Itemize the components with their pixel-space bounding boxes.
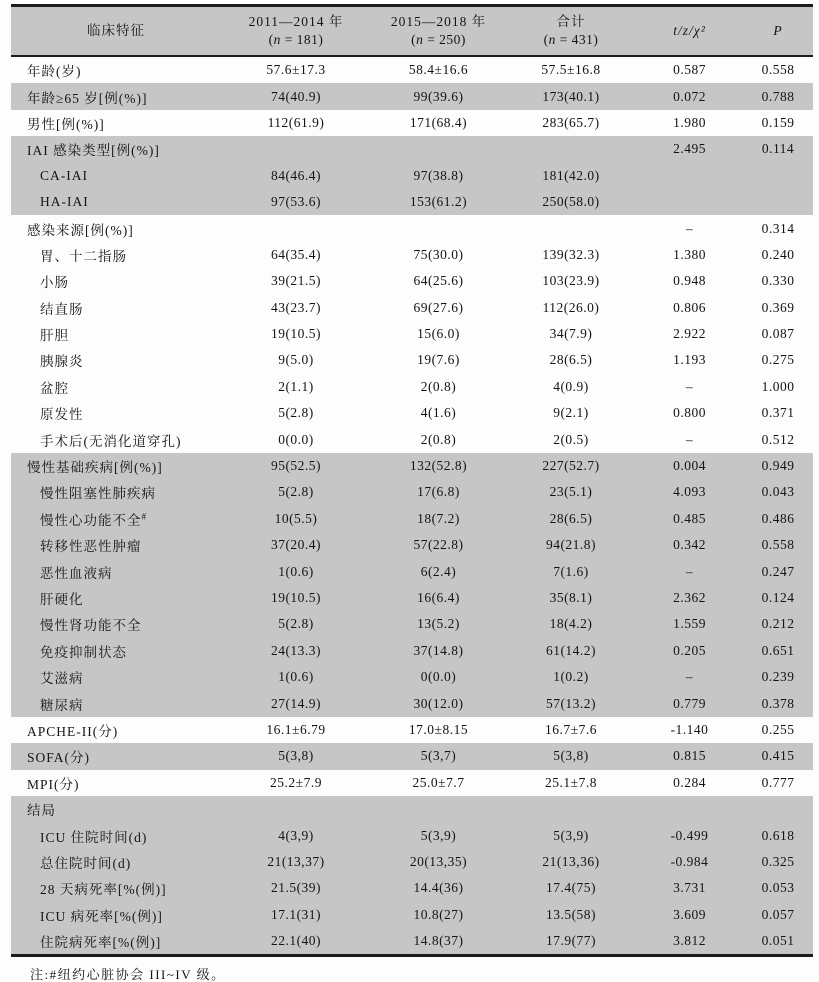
table-row xyxy=(11,242,813,268)
row-label: 慢性心功能不全# xyxy=(40,511,147,528)
table-row xyxy=(11,743,813,769)
cell-pvalue: 0.314 xyxy=(761,220,795,236)
cell-statistic: – xyxy=(685,563,694,579)
cell-total: 28(6.5) xyxy=(549,510,593,526)
row-label: 转移性恶性肿瘤 xyxy=(40,539,142,555)
table-row xyxy=(11,796,813,822)
cell-2011-2014: 1(0.6) xyxy=(278,669,314,685)
cell-2015-2018: 2(0.8) xyxy=(420,378,457,394)
cell-2015-2018: 19(7.6) xyxy=(417,352,460,368)
row-label: 肝硬化 xyxy=(40,592,84,607)
cell-2011-2014: 39(21.5) xyxy=(270,273,322,289)
cell-2011-2014: 97(53.6) xyxy=(270,194,322,210)
row-label: 艾滋病 xyxy=(40,671,84,687)
row-label: CA-IAI xyxy=(40,167,88,183)
row-label: 慢性基础疾病[例(%)] xyxy=(27,460,163,476)
cell-statistic: 0.342 xyxy=(673,537,706,553)
table-row xyxy=(11,770,813,796)
cell-2011-2014: 57.6±17.3 xyxy=(266,62,326,78)
table-row xyxy=(11,902,813,928)
table-row xyxy=(11,611,813,637)
row-label: 住院病死率[%(例)] xyxy=(40,935,162,951)
cell-total: 139(32.3) xyxy=(542,246,600,262)
header-feature-label: 临床特征 xyxy=(87,22,145,38)
cell-statistic: 0.205 xyxy=(673,642,706,658)
header-col-feature xyxy=(11,23,221,40)
cell-pvalue: 0.378 xyxy=(761,695,795,711)
table-row xyxy=(11,110,813,136)
cell-2011-2014: 24(13.3) xyxy=(270,642,322,658)
table-row xyxy=(11,822,813,848)
cell-2015-2018: 16(6.4) xyxy=(417,590,460,605)
cell-total: 181(42.0) xyxy=(542,167,600,183)
table-header-row xyxy=(11,7,813,57)
cell-2015-2018: 13(5.2) xyxy=(417,616,460,632)
cell-pvalue: 0.247 xyxy=(761,563,795,579)
cell-total: 173(40.1) xyxy=(542,88,600,104)
row-label: 年龄≥65 岁[例(%)] xyxy=(27,90,148,106)
cell-pvalue: 0.415 xyxy=(761,748,795,764)
cell-statistic: -1.140 xyxy=(670,721,709,737)
row-label: 慢性肾功能不全 xyxy=(40,618,142,634)
cell-statistic: 0.485 xyxy=(673,510,706,526)
table-row xyxy=(11,479,813,505)
cell-pvalue: 0.618 xyxy=(761,827,795,843)
table-row xyxy=(11,506,813,532)
cell-statistic: 2.922 xyxy=(673,326,706,342)
row-label: 28 天病死率[%(例)] xyxy=(40,882,167,898)
cell-pvalue: 0.651 xyxy=(761,642,795,658)
table-row xyxy=(11,215,813,241)
cell-2011-2014: 5(3,8) xyxy=(278,748,314,764)
cell-pvalue: 0.558 xyxy=(761,537,795,553)
cell-total: 4(0.9) xyxy=(553,378,589,394)
cell-statistic: 3.609 xyxy=(673,906,706,922)
cell-statistic: 3.731 xyxy=(673,880,706,896)
cell-total: 1(0.2) xyxy=(553,669,589,685)
cell-2015-2018: 17(6.8) xyxy=(417,484,460,500)
cell-statistic: 2.362 xyxy=(673,590,706,605)
cell-total: 17.9(77) xyxy=(545,933,597,949)
cell-pvalue: 0.043 xyxy=(761,484,795,500)
cell-statistic: 0.806 xyxy=(673,299,706,315)
cell-pvalue: 0.057 xyxy=(761,906,795,922)
cell-statistic: – xyxy=(685,378,694,394)
cell-2015-2018: 153(61.2) xyxy=(409,194,468,210)
cell-pvalue: 0.512 xyxy=(761,431,795,447)
cell-2011-2014: 5(2.8) xyxy=(278,484,314,500)
cell-2015-2018: 99(39.6) xyxy=(413,88,464,104)
table-row xyxy=(11,136,813,162)
header-col-2011-2014 xyxy=(221,14,371,49)
table-row xyxy=(11,453,813,479)
cell-2015-2018: 14.8(37) xyxy=(413,933,464,949)
cell-pvalue: 0.777 xyxy=(761,774,795,790)
cell-total: 103(23.9) xyxy=(542,273,600,289)
cell-statistic: 1.380 xyxy=(673,246,706,262)
cell-2015-2018: 57(22.8) xyxy=(413,537,464,553)
cell-total: 35(8.1) xyxy=(549,590,593,605)
row-label: HA-IAI xyxy=(40,194,89,210)
cell-total: 112(26.0) xyxy=(542,299,600,315)
cell-2015-2018: 20(13,35) xyxy=(409,853,468,869)
table-row xyxy=(11,928,813,954)
cell-pvalue: 0.053 xyxy=(761,880,795,896)
table-row xyxy=(11,690,813,716)
cell-pvalue: 0.788 xyxy=(761,88,795,104)
cell-pvalue: 0.212 xyxy=(761,616,795,632)
row-label: SOFA(分) xyxy=(27,750,91,766)
cell-statistic: 0.800 xyxy=(673,405,706,421)
cell-total: 21(13,36) xyxy=(542,853,600,869)
cell-statistic: 0.072 xyxy=(673,88,706,104)
cell-total: 34(7.9) xyxy=(549,326,593,342)
cell-2015-2018: 17.0±8.15 xyxy=(408,721,469,737)
cell-pvalue: 0.240 xyxy=(761,246,795,262)
cell-2011-2014: 9(5.0) xyxy=(278,352,314,368)
row-label: 盆腔 xyxy=(40,380,69,396)
row-label: 原发性 xyxy=(40,407,84,423)
table-row xyxy=(11,558,813,584)
cell-2015-2018: 64(25.6) xyxy=(413,273,464,289)
row-label: 肝胆 xyxy=(40,328,69,344)
row-label: 感染来源[例(%)] xyxy=(27,222,134,238)
row-label: 胃、十二指肠 xyxy=(40,248,127,264)
cell-2011-2014: 84(46.4) xyxy=(270,167,322,183)
table-row xyxy=(11,875,813,901)
row-label: 总住院时间(d) xyxy=(40,855,132,871)
cell-pvalue: 0.486 xyxy=(761,510,795,526)
table-row xyxy=(11,638,813,664)
cell-2015-2018: 37(14.8) xyxy=(413,642,464,658)
cell-2015-2018: 171(68.4) xyxy=(409,114,468,130)
header-period2-label: 2015—2018 年 xyxy=(390,13,487,29)
cell-total: 57(13.2) xyxy=(545,695,597,711)
cell-pvalue: 0.124 xyxy=(761,590,795,605)
cell-2015-2018: 5(3,7) xyxy=(420,748,457,764)
cell-pvalue: 0.087 xyxy=(761,326,795,342)
cell-2015-2018: 75(30.0) xyxy=(413,246,464,262)
cell-statistic: 3.812 xyxy=(673,933,706,949)
row-label: 年龄(岁) xyxy=(27,64,82,80)
cell-2015-2018: 132(52.8) xyxy=(409,458,468,474)
cell-pvalue: 0.949 xyxy=(761,458,795,474)
table-row xyxy=(11,321,813,347)
cell-total: 227(52.7) xyxy=(542,458,600,474)
cell-statistic: – xyxy=(685,220,694,236)
cell-2011-2014: 17.1(31) xyxy=(270,906,322,922)
row-label: 糖尿病 xyxy=(40,697,84,713)
table-row xyxy=(11,532,813,558)
cell-pvalue: 0.159 xyxy=(761,114,795,130)
cell-statistic: 0.948 xyxy=(673,273,706,289)
cell-2011-2014: 16.1±6.79 xyxy=(266,721,326,737)
cell-pvalue: 0.369 xyxy=(761,299,795,315)
cell-2011-2014: 19(10.5) xyxy=(270,326,322,342)
cell-2015-2018: 30(12.0) xyxy=(413,695,464,711)
header-period1-label: 2011—2014 年 xyxy=(248,13,344,29)
table-row xyxy=(11,83,813,109)
row-label: 小肠 xyxy=(40,275,69,291)
cell-statistic: 0.284 xyxy=(673,774,706,790)
cell-total: 7(1.6) xyxy=(553,563,589,579)
cell-2015-2018: 6(2.4) xyxy=(420,563,457,579)
cell-2011-2014: 21(13,37) xyxy=(267,853,325,869)
cell-2011-2014: 25.2±7.9 xyxy=(270,774,322,790)
cell-total: 25.1±7.8 xyxy=(545,774,597,790)
cell-total: 94(21.8) xyxy=(545,537,597,553)
cell-total: 13.5(58) xyxy=(545,906,597,922)
table-row xyxy=(11,295,813,321)
table-footnote: 注:#纽约心脏协会 III~IV 级。 xyxy=(30,967,226,982)
cell-total: 5(3,9) xyxy=(553,827,589,843)
row-label: APCHE-II(分) xyxy=(27,723,119,739)
cell-total: 23(5.1) xyxy=(549,484,593,500)
cell-statistic: 4.093 xyxy=(673,484,706,500)
cell-total: 57.5±16.8 xyxy=(541,62,601,78)
cell-2011-2014: 5(2.8) xyxy=(278,405,314,421)
table-row xyxy=(11,849,813,875)
cell-statistic: -0.499 xyxy=(670,827,709,843)
cell-statistic: 0.587 xyxy=(673,62,706,78)
table-row xyxy=(11,347,813,373)
cell-2015-2018: 69(27.6) xyxy=(413,299,464,315)
table-row xyxy=(11,717,813,743)
table-row xyxy=(11,57,813,83)
cell-total: 2(0.5) xyxy=(553,431,589,447)
header-total-n: (n = 431) xyxy=(543,31,599,47)
cell-2011-2014: 4(3,9) xyxy=(278,827,314,843)
cell-2011-2014: 10(5.5) xyxy=(274,510,318,526)
cell-2015-2018: 58.4±16.6 xyxy=(408,62,469,78)
cell-pvalue: 0.275 xyxy=(761,352,795,368)
cell-2011-2014: 43(23.7) xyxy=(270,299,322,315)
cell-pvalue: 0.558 xyxy=(761,62,795,78)
cell-statistic: 0.779 xyxy=(673,695,706,711)
cell-statistic: 0.815 xyxy=(673,748,706,764)
cell-pvalue: 0.325 xyxy=(761,853,795,869)
cell-2011-2014: 5(2.8) xyxy=(278,616,314,632)
cell-total: 28(6.5) xyxy=(549,352,593,368)
row-label: IAI 感染类型[例(%)] xyxy=(27,143,160,159)
row-label: 免疫抑制状态 xyxy=(40,644,127,660)
cell-total: 17.4(75) xyxy=(545,880,597,896)
header-col-pvalue: P xyxy=(773,22,783,38)
header-col-statistic: t/z/χ² xyxy=(673,22,706,38)
cell-statistic: – xyxy=(685,431,694,447)
cell-2011-2014: 74(40.9) xyxy=(270,88,322,104)
cell-statistic: 2.495 xyxy=(673,141,706,157)
table-body xyxy=(11,57,813,954)
row-label: 胰腺炎 xyxy=(40,354,84,370)
cell-2015-2018: 15(6.0) xyxy=(417,326,460,342)
cell-pvalue: 0.330 xyxy=(761,273,795,289)
row-label: 恶性血液病 xyxy=(40,565,113,581)
cell-pvalue: 0.051 xyxy=(761,933,795,949)
cell-2011-2014: 112(61.9) xyxy=(267,114,325,130)
cell-2011-2014: 37(20.4) xyxy=(270,537,322,553)
cell-2015-2018: 0(0.0) xyxy=(420,669,457,685)
row-label: ICU 住院时间(d) xyxy=(40,829,148,845)
cell-2011-2014: 27(14.9) xyxy=(270,695,322,711)
cell-2015-2018: 14.4(36) xyxy=(413,880,464,896)
cell-total: 250(58.0) xyxy=(542,194,600,210)
header-col-2015-2018 xyxy=(371,14,506,49)
header-period1-n: (n = 181) xyxy=(268,31,324,47)
row-label: 慢性阻塞性肺疾病 xyxy=(40,486,156,502)
cell-total: 16.7±7.6 xyxy=(545,721,597,737)
table-row xyxy=(11,426,813,452)
cell-2011-2014: 2(1.1) xyxy=(278,378,314,394)
cell-2011-2014: 21.5(39) xyxy=(270,880,322,896)
cell-statistic: 1.193 xyxy=(673,352,706,368)
table-row xyxy=(11,163,813,189)
cell-2015-2018: 2(0.8) xyxy=(420,431,457,447)
row-label: MPI(分) xyxy=(27,776,80,792)
table-row xyxy=(11,400,813,426)
header-total-label: 合计 xyxy=(556,13,586,29)
cell-2015-2018: 4(1.6) xyxy=(420,405,457,421)
clinical-characteristics-table xyxy=(11,4,813,982)
row-label: ICU 病死率[%(例)] xyxy=(40,908,163,924)
row-label: 男性[例(%)] xyxy=(27,116,105,132)
header-period2-n: (n = 250) xyxy=(411,31,466,47)
cell-statistic: 1.980 xyxy=(673,114,706,130)
cell-total: 61(14.2) xyxy=(545,642,597,658)
table-row xyxy=(11,268,813,294)
row-label: 结局 xyxy=(27,803,56,819)
cell-pvalue: 1.000 xyxy=(761,378,795,394)
cell-total: 9(2.1) xyxy=(553,405,589,421)
cell-2015-2018: 18(7.2) xyxy=(417,510,460,526)
cell-2015-2018: 25.0±7.7 xyxy=(412,774,465,790)
cell-2011-2014: 64(35.4) xyxy=(270,246,322,262)
cell-statistic: -0.984 xyxy=(670,853,709,869)
cell-2015-2018: 10.8(27) xyxy=(413,906,464,922)
table-row xyxy=(11,189,813,215)
cell-pvalue: 0.255 xyxy=(761,721,795,737)
cell-statistic: 0.004 xyxy=(673,458,706,474)
cell-pvalue: 0.114 xyxy=(761,141,795,157)
cell-2015-2018: 5(3,9) xyxy=(420,827,457,843)
cell-total: 5(3,8) xyxy=(553,748,589,764)
cell-total: 283(65.7) xyxy=(542,114,600,130)
cell-statistic: – xyxy=(685,669,694,685)
row-label: 手术后(无消化道穿孔) xyxy=(40,433,182,449)
cell-statistic: 1.559 xyxy=(673,616,706,632)
cell-pvalue: 0.239 xyxy=(761,669,795,685)
table-row xyxy=(11,664,813,690)
cell-total: 18(4.2) xyxy=(549,616,593,632)
table-row xyxy=(11,374,813,400)
cell-2011-2014: 19(10.5) xyxy=(270,590,322,605)
cell-pvalue: 0.371 xyxy=(761,405,795,421)
table-row xyxy=(11,585,813,611)
cell-2015-2018: 97(38.8) xyxy=(413,167,464,183)
cell-2011-2014: 1(0.6) xyxy=(278,563,314,579)
table-bottom-rule xyxy=(11,954,813,957)
cell-2011-2014: 22.1(40) xyxy=(270,933,322,949)
row-label: 结直肠 xyxy=(40,301,84,317)
cell-2011-2014: 95(52.5) xyxy=(270,458,322,474)
header-col-total xyxy=(506,14,636,49)
cell-2011-2014: 0(0.0) xyxy=(278,431,314,447)
